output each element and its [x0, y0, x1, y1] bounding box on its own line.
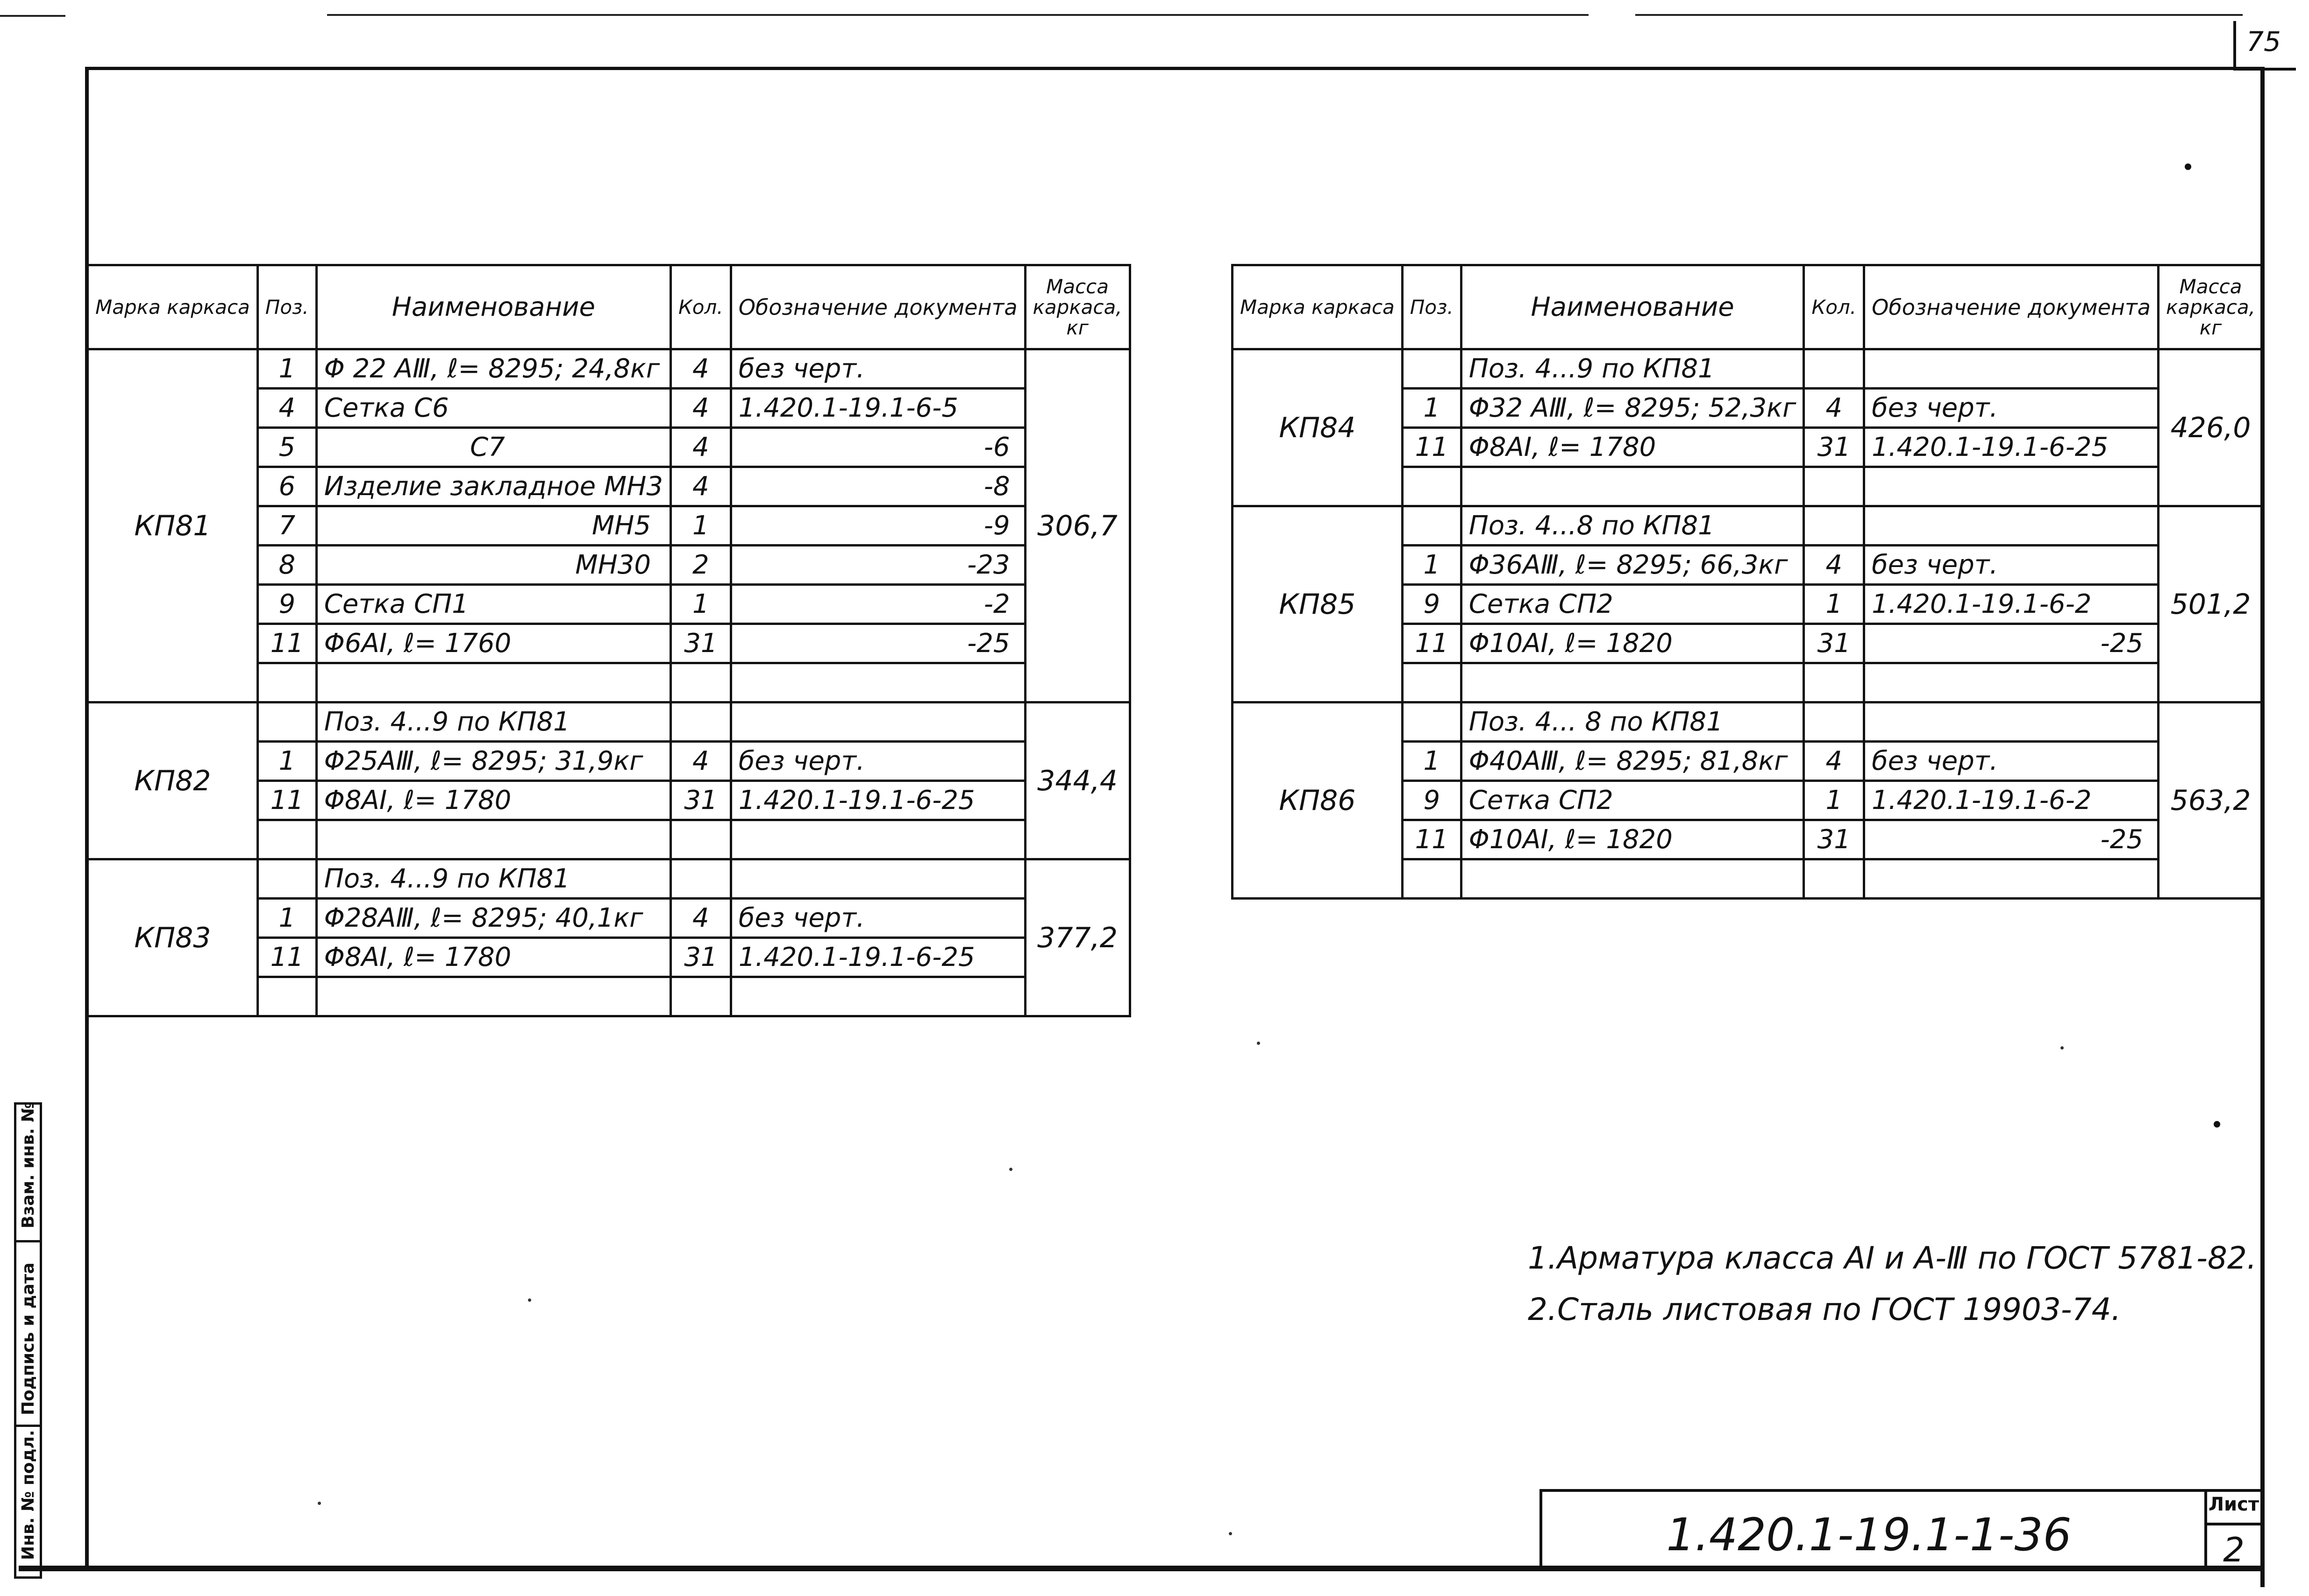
name-cell: МН5 — [316, 506, 670, 546]
header-doc: Обозначение документа — [1864, 265, 2159, 349]
frame-mass: 426,0 — [2158, 349, 2263, 506]
header-name: Наименование — [1461, 265, 1804, 349]
stamp-signature: Подпись и дата — [19, 1263, 38, 1415]
position-cell: 11 — [257, 624, 316, 663]
header-mass: Масса каркаса, кг — [2158, 265, 2263, 349]
name-cell: Поз. 4...8 по КП81 — [1461, 506, 1804, 546]
document-cell — [1864, 506, 2159, 546]
position-cell — [1402, 467, 1461, 506]
frame-mark: КП81 — [88, 349, 258, 702]
name-cell: Поз. 4... 8 по КП81 — [1461, 702, 1804, 742]
frame-mass: 501,2 — [2158, 506, 2263, 702]
position-cell: 1 — [257, 742, 316, 781]
position-cell: 1 — [1402, 546, 1461, 585]
quantity-cell: 1 — [670, 506, 731, 546]
stamp-inv-no: Инв. № подл. — [19, 1430, 38, 1560]
header-qty: Кол. — [1804, 265, 1864, 349]
name-cell: Φ40AⅢ, ℓ= 8295; 81,8кг — [1461, 742, 1804, 781]
header-name: Наименование — [316, 265, 670, 349]
frame-mass: 344,4 — [1025, 702, 1130, 859]
document-cell — [731, 663, 1025, 702]
name-cell: Поз. 4...9 по КП81 — [316, 702, 670, 742]
document-cell: без черт. — [1864, 546, 2159, 585]
name-cell: Φ28AⅢ, ℓ= 8295; 40,1кг — [316, 899, 670, 938]
document-cell — [731, 702, 1025, 742]
header-pos: Поз. — [257, 265, 316, 349]
document-cell — [731, 977, 1025, 1016]
document-cell — [731, 820, 1025, 859]
note-2: 2.Сталь листовая по ГОСТ 19903-74. — [1528, 1291, 2121, 1327]
name-cell — [316, 977, 670, 1016]
header-mark: Марка каркаса — [88, 265, 258, 349]
sheet-cell-divider — [2204, 1523, 2264, 1525]
document-cell — [1864, 859, 2159, 899]
position-cell — [257, 663, 316, 702]
document-cell — [1864, 467, 2159, 506]
name-cell — [1461, 859, 1804, 899]
quantity-cell: 31 — [670, 624, 731, 663]
name-cell — [1461, 467, 1804, 506]
table-row — [1233, 702, 2263, 742]
stamp-replace: Взам. инв. № — [19, 1102, 38, 1228]
document-cell: -2 — [731, 585, 1025, 624]
scan-line — [327, 14, 1589, 16]
scan-dot — [2214, 1121, 2220, 1128]
quantity-cell: 31 — [1804, 820, 1864, 859]
frame-mark: КП85 — [1233, 506, 1403, 702]
quantity-cell: 31 — [1804, 428, 1864, 467]
name-cell: Φ8AI, ℓ= 1780 — [316, 938, 670, 977]
document-cell: без черт. — [731, 349, 1025, 389]
document-cell: -8 — [731, 467, 1025, 506]
position-cell: 1 — [1402, 389, 1461, 428]
name-cell: Φ32 AⅢ, ℓ= 8295; 52,3кг — [1461, 389, 1804, 428]
spec-table-right — [1231, 264, 2264, 900]
position-cell: 9 — [1402, 585, 1461, 624]
position-cell: 1 — [257, 349, 316, 389]
note-1: 1.Арматура класса AI и A-Ⅲ по ГОСТ 5781-82. — [1528, 1240, 2257, 1276]
header-pos: Поз. — [1402, 265, 1461, 349]
position-cell — [1402, 859, 1461, 899]
name-cell: Изделие закладное МН3 — [316, 467, 670, 506]
name-cell: Сетка С6 — [316, 389, 670, 428]
quantity-cell — [1804, 663, 1864, 702]
name-cell: Сетка СП2 — [1461, 585, 1804, 624]
document-cell — [1864, 663, 2159, 702]
document-cell: без черт. — [731, 742, 1025, 781]
quantity-cell — [670, 977, 731, 1016]
quantity-cell — [1804, 859, 1864, 899]
frame-mark: КП86 — [1233, 702, 1403, 899]
position-cell: 11 — [257, 781, 316, 820]
document-cell: 1.420.1-19.1-6-25 — [731, 781, 1025, 820]
quantity-cell: 4 — [670, 467, 731, 506]
position-cell — [257, 820, 316, 859]
quantity-cell — [670, 663, 731, 702]
header-qty: Кол. — [670, 265, 731, 349]
position-cell: 9 — [257, 585, 316, 624]
position-cell: 7 — [257, 506, 316, 546]
table-row — [1233, 349, 2263, 389]
name-cell — [1461, 663, 1804, 702]
quantity-cell: 2 — [670, 546, 731, 585]
name-cell: Φ 22 AⅢ, ℓ= 8295; 24,8кг — [316, 349, 670, 389]
quantity-cell: 4 — [670, 742, 731, 781]
quantity-cell: 1 — [1804, 781, 1864, 820]
position-cell — [257, 977, 316, 1016]
quantity-cell: 4 — [1804, 389, 1864, 428]
position-cell: 8 — [257, 546, 316, 585]
position-cell: 1 — [257, 899, 316, 938]
quantity-cell: 4 — [670, 428, 731, 467]
position-cell: 9 — [1402, 781, 1461, 820]
stamp-divider — [14, 1240, 42, 1242]
document-cell: 1.420.1-19.1-6-2 — [1864, 781, 2159, 820]
document-cell: 1.420.1-19.1-6-25 — [731, 938, 1025, 977]
document-cell: без черт. — [1864, 389, 2159, 428]
name-cell: Φ6AI, ℓ= 1760 — [316, 624, 670, 663]
stamp-divider — [14, 1425, 42, 1427]
position-cell: 11 — [257, 938, 316, 977]
position-cell: 11 — [1402, 624, 1461, 663]
header-mass: Масса каркаса, кг — [1025, 265, 1130, 349]
scan-dot — [2185, 163, 2191, 170]
document-cell — [1864, 349, 2159, 389]
name-cell: Поз. 4...9 по КП81 — [1461, 349, 1804, 389]
quantity-cell: 31 — [670, 781, 731, 820]
frame-mark: КП84 — [1233, 349, 1403, 506]
quantity-cell — [670, 859, 731, 899]
position-cell: 1 — [1402, 742, 1461, 781]
position-cell — [1402, 702, 1461, 742]
quantity-cell: 4 — [1804, 742, 1864, 781]
quantity-cell: 31 — [670, 938, 731, 977]
name-cell: Φ8AI, ℓ= 1780 — [1461, 428, 1804, 467]
name-cell: Φ8AI, ℓ= 1780 — [316, 781, 670, 820]
document-cell: -23 — [731, 546, 1025, 585]
quantity-cell — [670, 702, 731, 742]
position-cell — [1402, 663, 1461, 702]
table-row — [1233, 506, 2263, 546]
position-cell: 5 — [257, 428, 316, 467]
sheet-number: 75 — [2246, 26, 2281, 57]
sheet-value: 2 — [2223, 1530, 2245, 1569]
spec-table-left — [86, 264, 1131, 1017]
document-cell: -9 — [731, 506, 1025, 546]
sheet-label: Лист — [2208, 1494, 2259, 1515]
quantity-cell: 1 — [670, 585, 731, 624]
quantity-cell — [1804, 506, 1864, 546]
document-cell: -25 — [1864, 624, 2159, 663]
position-cell — [1402, 349, 1461, 389]
header-doc: Обозначение документа — [731, 265, 1025, 349]
document-cell — [1864, 702, 2159, 742]
name-cell: С7 — [316, 428, 670, 467]
frame-mass: 563,2 — [2158, 702, 2263, 899]
document-code: 1.420.1-19.1-1-36 — [1666, 1509, 2072, 1561]
quantity-cell: 4 — [670, 899, 731, 938]
frame-mark: КП82 — [88, 702, 258, 859]
position-cell — [257, 859, 316, 899]
quantity-cell: 4 — [1804, 546, 1864, 585]
document-cell: -6 — [731, 428, 1025, 467]
name-cell: Φ36AⅢ, ℓ= 8295; 66,3кг — [1461, 546, 1804, 585]
document-cell: -25 — [731, 624, 1025, 663]
quantity-cell: 4 — [670, 349, 731, 389]
scan-speck — [2060, 1046, 2064, 1050]
scan-speck — [318, 1502, 321, 1505]
position-cell: 11 — [1402, 428, 1461, 467]
scan-line — [1635, 14, 2243, 16]
frame-top — [86, 67, 2264, 70]
document-cell: без черт. — [1864, 742, 2159, 781]
document-cell: 1.420.1-19.1-6-25 — [1864, 428, 2159, 467]
table-row — [88, 702, 1130, 742]
table-row — [88, 349, 1130, 389]
scan-speck — [528, 1298, 531, 1302]
header-mark: Марка каркаса — [1233, 265, 1403, 349]
document-cell — [731, 859, 1025, 899]
quantity-cell — [1804, 702, 1864, 742]
position-cell: 4 — [257, 389, 316, 428]
scan-speck — [1229, 1532, 1232, 1535]
scan-line — [0, 15, 65, 17]
name-cell: МН30 — [316, 546, 670, 585]
document-cell: 1.420.1-19.1-6-2 — [1864, 585, 2159, 624]
table-row — [88, 859, 1130, 899]
name-cell: Φ10AI, ℓ= 1820 — [1461, 624, 1804, 663]
quantity-cell — [670, 820, 731, 859]
document-cell: без черт. — [731, 899, 1025, 938]
quantity-cell: 31 — [1804, 624, 1864, 663]
quantity-cell: 1 — [1804, 585, 1864, 624]
name-cell: Поз. 4...9 по КП81 — [316, 859, 670, 899]
name-cell: Сетка СП2 — [1461, 781, 1804, 820]
document-cell: -25 — [1864, 820, 2159, 859]
position-cell: 11 — [1402, 820, 1461, 859]
position-cell: 6 — [257, 467, 316, 506]
quantity-cell — [1804, 349, 1864, 389]
position-cell — [257, 702, 316, 742]
position-cell — [1402, 506, 1461, 546]
frame-mass: 377,2 — [1025, 859, 1130, 1016]
quantity-cell — [1804, 467, 1864, 506]
scan-speck — [1257, 1042, 1260, 1045]
name-cell — [316, 663, 670, 702]
name-cell — [316, 820, 670, 859]
frame-mark: КП83 — [88, 859, 258, 1016]
document-cell: 1.420.1-19.1-6-5 — [731, 389, 1025, 428]
name-cell: Φ25AⅢ, ℓ= 8295; 31,9кг — [316, 742, 670, 781]
frame-mass: 306,7 — [1025, 349, 1130, 702]
scan-speck — [1009, 1168, 1012, 1171]
name-cell: Сетка СП1 — [316, 585, 670, 624]
quantity-cell: 4 — [670, 389, 731, 428]
name-cell: Φ10AI, ℓ= 1820 — [1461, 820, 1804, 859]
